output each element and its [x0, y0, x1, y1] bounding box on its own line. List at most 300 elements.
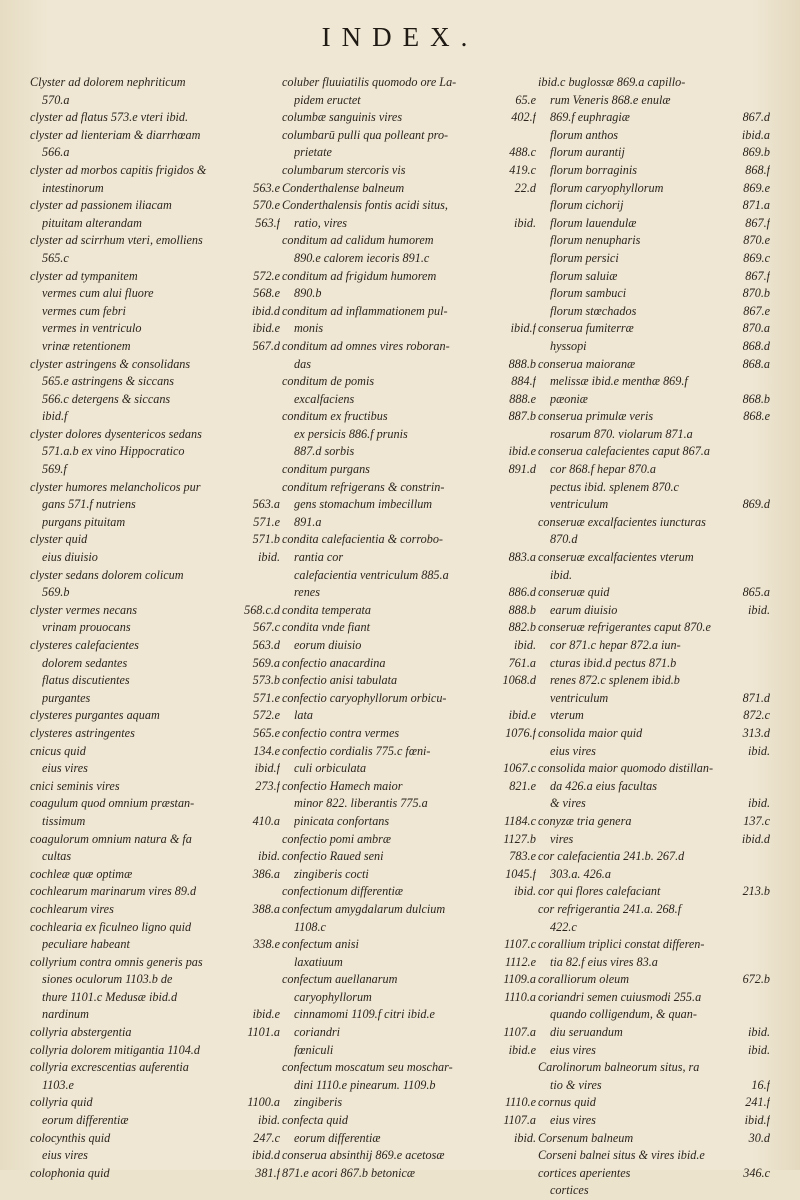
index-entry — [538, 1077, 770, 1095]
index-entry — [282, 760, 536, 778]
index-entry — [538, 971, 770, 989]
entry-page-ref: 563.e — [253, 180, 280, 195]
entry-page-ref: 867.e — [743, 303, 770, 318]
entry-text: conditum ex fructibus — [282, 409, 388, 424]
entry-page-ref: 1067.c — [503, 761, 536, 776]
index-entry — [30, 74, 280, 92]
entry-text: intestinorum — [42, 180, 104, 195]
index-entry — [282, 619, 536, 637]
entry-page-ref: ibid. — [513, 638, 536, 652]
entry-page-ref: 672.b — [742, 972, 770, 987]
entry-text: conseruæ excalfacientes iuncturas — [538, 514, 706, 529]
index-entry — [282, 426, 536, 444]
entry-page-ref: 872.c — [743, 708, 770, 723]
entry-text: cturas ibid.d pectus 871.b — [550, 655, 677, 670]
entry-page-ref: 1109.a — [503, 972, 536, 987]
entry-page-ref: 572.e — [253, 708, 280, 723]
entry-text: cor qui flores calefaciant — [538, 884, 661, 899]
entry-text: cornus quid — [538, 1095, 596, 1110]
index-entry — [30, 1147, 280, 1165]
entry-text: vermes cum febri — [42, 303, 126, 318]
entry-page-ref: 891.d — [508, 462, 536, 477]
entry-text: clyster quid — [30, 532, 88, 547]
entry-page-ref: 867.f — [745, 268, 770, 283]
entry-text: monis — [294, 321, 324, 336]
entry-page-ref: 868.a — [742, 356, 770, 371]
index-entry — [30, 1130, 280, 1148]
entry-text: clysteres calefacientes — [30, 638, 139, 652]
index-entry — [282, 866, 536, 884]
entry-text: 565.c — [42, 250, 69, 265]
index-entry — [538, 109, 770, 127]
entry-page-ref: ibid. — [747, 1042, 770, 1057]
entry-text: vires — [550, 831, 574, 846]
entry-page-ref: 868.f — [745, 162, 770, 177]
index-entry — [282, 461, 536, 479]
entry-page-ref: 865.a — [742, 585, 770, 600]
entry-text: quando colligendum, & quan- — [550, 1007, 697, 1022]
index-entry — [282, 1024, 536, 1042]
index-entry — [538, 268, 770, 286]
entry-text: & vires — [550, 796, 586, 811]
index-entry — [538, 250, 770, 268]
entry-text: confectum amygdalarum dulcium — [282, 901, 446, 916]
entry-text: pæoniæ — [550, 391, 588, 406]
entry-page-ref: 388.a — [252, 901, 280, 916]
entry-text: florum sambuci — [550, 286, 627, 301]
index-entry — [282, 285, 536, 303]
entry-text: ventriculum — [550, 497, 609, 512]
entry-text: florum caryophyllorum — [550, 180, 664, 195]
index-entry — [282, 707, 536, 725]
index-entry — [30, 408, 280, 426]
entry-page-ref: ibid.f — [510, 321, 536, 336]
index-entry — [30, 268, 280, 286]
index-entry — [538, 1059, 770, 1077]
entry-page-ref: ibid.e — [508, 444, 536, 459]
entry-page-ref: 1110.a — [504, 989, 536, 1004]
entry-text: dini 1110.e pinearum. 1109.b — [294, 1077, 436, 1092]
entry-text: fœniculi — [294, 1042, 334, 1057]
index-entry — [282, 531, 536, 549]
index-entry — [538, 426, 770, 444]
index-entry — [538, 373, 770, 391]
entry-page-ref: 888.b — [508, 602, 536, 617]
entry-text: florum saluiæ — [550, 268, 618, 283]
entry-text: confectio anacardina — [282, 655, 386, 670]
index-entry — [282, 443, 536, 461]
entry-page-ref: 1107.c — [504, 937, 536, 952]
entry-text: confecta quid — [282, 1113, 348, 1128]
entry-page-ref: 887.b — [508, 409, 536, 424]
entry-page-ref: ibid. — [747, 1025, 770, 1040]
entry-page-ref: 213.b — [742, 884, 770, 899]
entry-text: cochlearum marinarum vires 89.d — [30, 884, 197, 899]
entry-text: corallium triplici constat differen- — [538, 937, 705, 952]
index-entry — [538, 74, 770, 92]
entry-text: conditum refrigerans & constrin- — [282, 479, 445, 494]
entry-page-ref: 563.a — [252, 497, 280, 512]
index-entry — [538, 1042, 770, 1060]
index-entry — [538, 1182, 770, 1200]
index-entry — [538, 144, 770, 162]
index-entry — [30, 778, 280, 796]
entry-page-ref: 338.e — [253, 937, 280, 952]
index-entry — [282, 954, 536, 972]
entry-text: conditum de pomis — [282, 374, 375, 389]
index-entry — [538, 743, 770, 761]
index-entry — [30, 232, 280, 250]
entry-page-ref: 1107.a — [503, 1113, 536, 1128]
entry-text: cochlearia ex ficulneo ligno quid — [30, 919, 192, 934]
index-entry — [30, 725, 280, 743]
index-entry — [538, 1130, 770, 1148]
index-entry — [30, 285, 280, 303]
entry-page-ref: 883.a — [508, 550, 536, 565]
entry-page-ref: 868.e — [743, 409, 770, 424]
entry-page-ref: 22.d — [514, 180, 536, 195]
entry-text: clyster ad lienteriam & diarrhœam — [30, 127, 201, 142]
index-entry — [282, 479, 536, 497]
entry-text: 890.b — [294, 286, 322, 301]
index-entry — [282, 144, 536, 162]
entry-page-ref: 568.c.d — [244, 602, 280, 617]
entry-page-ref: 247.c — [253, 1130, 280, 1145]
entry-text: cochleæ quæ optimæ — [30, 866, 133, 881]
entry-page-ref: 867.d — [742, 110, 770, 125]
index-entry — [538, 391, 770, 409]
entry-page-ref: 65.e — [515, 92, 536, 107]
index-entry — [30, 1059, 280, 1077]
entry-text: coagulorum omnium natura & fa — [30, 831, 192, 846]
index-column-3 — [538, 74, 770, 1200]
index-entry — [538, 901, 770, 919]
entry-text: ibid. — [550, 567, 573, 582]
index-entry — [282, 1130, 536, 1148]
index-entry — [30, 743, 280, 761]
index-entry — [30, 461, 280, 479]
index-entry — [282, 1006, 536, 1024]
entry-text: florum persici — [550, 250, 619, 265]
entry-page-ref: 1107.a — [503, 1025, 536, 1040]
index-entry — [538, 1006, 770, 1024]
index-entry — [30, 760, 280, 778]
entry-page-ref: ibid.e — [508, 708, 536, 723]
entry-page-ref: 346.c — [743, 1165, 770, 1180]
index-column-1 — [30, 74, 280, 1182]
entry-text: purgantes — [42, 690, 91, 705]
entry-text: conseruæ excalfacientes vterum — [538, 550, 694, 565]
entry-text: cortices — [550, 1183, 589, 1198]
entry-text: 891.a — [294, 514, 322, 529]
entry-page-ref: ibid. — [513, 215, 536, 230]
entry-text: cor refrigerantia 241.a. 268.f — [538, 901, 682, 916]
entry-page-ref: 867.f — [745, 215, 770, 230]
entry-text: 1103.e — [42, 1077, 74, 1092]
index-entry — [538, 795, 770, 813]
entry-page-ref: 884.f — [511, 374, 536, 389]
index-entry — [282, 672, 536, 690]
entry-text: confectum anisi — [282, 937, 359, 952]
index-entry — [538, 690, 770, 708]
entry-text: eius diuisio — [42, 550, 98, 565]
index-entry — [30, 584, 280, 602]
entry-text: gens stomachum imbecillum — [294, 497, 433, 512]
entry-page-ref: 563.f — [255, 215, 280, 230]
entry-text: columbarum stercoris vis — [282, 162, 406, 177]
index-entry — [282, 92, 536, 110]
index-entry — [282, 971, 536, 989]
index-entry — [282, 162, 536, 180]
index-entry — [282, 901, 536, 919]
entry-text: rum Veneris 868.e enulæ — [550, 92, 671, 107]
entry-text: lata — [294, 708, 313, 723]
entry-text: clyster ad morbos capitis frigidos & — [30, 162, 207, 177]
entry-page-ref: 886.d — [508, 585, 536, 600]
index-entry — [30, 127, 280, 145]
entry-text: renes 872.c splenem ibid.b — [550, 673, 680, 688]
index-entry — [30, 1077, 280, 1095]
entry-text: clyster ad passionem iliacam — [30, 198, 172, 213]
entry-text: caryophyllorum — [294, 989, 372, 1004]
entry-text: florum nenupharis — [550, 233, 641, 248]
entry-page-ref: 273.f — [255, 778, 280, 793]
index-entry — [30, 901, 280, 919]
entry-page-ref: 134.e — [253, 743, 280, 758]
index-entry — [282, 1059, 536, 1077]
index-entry — [538, 215, 770, 233]
entry-text: dolorem sedantes — [42, 655, 128, 670]
entry-text: Clyster ad dolorem nephriticum — [30, 75, 186, 89]
entry-page-ref: 16.f — [751, 1077, 770, 1092]
entry-text: Conderthalense balneum — [282, 180, 405, 195]
entry-text: 569.b — [42, 585, 70, 600]
entry-text: 566.a — [42, 145, 70, 160]
index-entry — [282, 109, 536, 127]
entry-text: confectio cordialis 775.c fœni- — [282, 743, 431, 758]
entry-text: conditum ad inflammationem pul- — [282, 303, 448, 318]
entry-text: clyster ad flatus 573.e vteri ibid. — [30, 110, 189, 125]
entry-page-ref: ibid. — [747, 743, 770, 758]
entry-page-ref: 573.b — [252, 673, 280, 688]
index-entry — [538, 707, 770, 725]
index-entry — [282, 408, 536, 426]
entry-text: cor 868.f hepar 870.a — [550, 462, 656, 477]
entry-text: coriandri — [294, 1025, 341, 1040]
entry-page-ref: ibid. — [747, 796, 770, 811]
index-entry — [30, 250, 280, 268]
index-entry — [30, 479, 280, 497]
entry-page-ref: 570.e — [253, 198, 280, 213]
entry-page-ref: ibid. — [257, 849, 280, 864]
entry-text: earum diuisio — [550, 602, 618, 617]
index-entry — [282, 637, 536, 655]
entry-text: confectio anisi tabulata — [282, 673, 398, 688]
index-entry — [30, 655, 280, 673]
entry-page-ref: 488.c — [509, 145, 536, 160]
entry-page-ref: ibid.d — [251, 303, 280, 318]
entry-text: conditum purgans — [282, 462, 370, 477]
index-entry — [538, 1024, 770, 1042]
index-entry — [282, 848, 536, 866]
entry-text: da 426.a eius facultas — [550, 778, 657, 793]
entry-page-ref: 888.e — [509, 391, 536, 406]
index-entry — [538, 180, 770, 198]
entry-text: Corseni balnei situs & vires ibid.e — [538, 1148, 705, 1163]
entry-text: coagulum quod omnium præstan- — [30, 796, 195, 811]
index-entry — [538, 954, 770, 972]
index-entry — [538, 303, 770, 321]
entry-page-ref: 419.c — [509, 162, 536, 177]
index-entry — [30, 109, 280, 127]
entry-text: laxatiuum — [294, 954, 343, 969]
entry-text: florum cichorij — [550, 198, 624, 213]
entry-text: calefacientia ventriculum 885.a — [294, 567, 449, 582]
entry-text: cortices aperientes — [538, 1165, 631, 1180]
entry-text: melissæ ibid.e menthæ 869.f — [550, 374, 688, 389]
entry-text: columbæ sanguinis vires — [282, 110, 403, 125]
index-entry — [538, 1094, 770, 1112]
entry-text: siones oculorum 1103.b de — [42, 972, 173, 987]
entry-text: prietate — [294, 145, 332, 160]
index-entry — [282, 215, 536, 233]
entry-text: condita temperata — [282, 602, 372, 617]
entry-page-ref: ibid.f — [254, 761, 280, 776]
entry-text: conserua maioranæ — [538, 356, 636, 371]
entry-text: Corsenum balneum — [538, 1130, 634, 1145]
index-entry — [538, 778, 770, 796]
entry-text: clysteres purgantes aquam — [30, 708, 160, 723]
entry-text: clyster ad scirrhum vteri, emolliens — [30, 233, 203, 248]
entry-text: hyssopi — [550, 338, 587, 353]
entry-page-ref: 869.e — [743, 180, 770, 195]
entry-text: conserua fumiterræ — [538, 321, 634, 336]
entry-text: das — [294, 356, 311, 371]
entry-page-ref: 1068.d — [502, 673, 536, 688]
entry-page-ref: ibid.d — [251, 1148, 280, 1163]
index-entry — [538, 567, 770, 585]
entry-page-ref: 821.e — [509, 778, 536, 793]
entry-page-ref: 882.b — [508, 620, 536, 635]
entry-text: coralliorum oleum — [538, 972, 630, 987]
index-entry — [282, 549, 536, 567]
entry-text: vrinam prouocans — [42, 620, 131, 635]
entry-page-ref: 869.c — [743, 250, 770, 265]
entry-text: excalfaciens — [294, 391, 355, 406]
entry-text: pituitam alterandam — [42, 215, 142, 230]
entry-text: purgans pituitam — [42, 514, 126, 529]
index-entry — [538, 1165, 770, 1183]
entry-text: collyria dolorem mitigantia 1104.d — [30, 1042, 200, 1057]
index-entry — [538, 531, 770, 549]
index-entry — [30, 813, 280, 831]
entry-text: confectio Raued seni — [282, 849, 384, 864]
entry-page-ref: 1045.f — [505, 866, 536, 881]
index-entry — [30, 443, 280, 461]
index-entry — [538, 461, 770, 479]
entry-text: florum borraginis — [550, 162, 638, 177]
entry-text: vrinæ retentionem — [42, 338, 131, 353]
entry-text: thure 1101.c Medusæ ibid.d — [42, 989, 178, 1004]
index-entry — [30, 320, 280, 338]
entry-text: clyster astringens & consolidans — [30, 356, 191, 371]
index-entry — [538, 831, 770, 849]
entry-text: collyria quid — [30, 1095, 93, 1110]
entry-text: cinnamomi 1109.f citri ibid.e — [294, 1007, 435, 1022]
index-entry — [282, 373, 536, 391]
index-column-2 — [282, 74, 536, 1182]
index-entry — [538, 602, 770, 620]
index-entry — [282, 1147, 536, 1165]
entry-page-ref: 381.f — [255, 1165, 280, 1180]
entry-text: pectus ibid. splenem 870.c — [550, 479, 679, 494]
index-entry — [30, 391, 280, 409]
entry-text: clyster sedans dolorem colicum — [30, 567, 184, 582]
entry-page-ref: 869.b — [742, 145, 770, 160]
entry-page-ref: 870.b — [742, 286, 770, 301]
index-entry — [282, 250, 536, 268]
index-entry — [30, 1112, 280, 1130]
entry-page-ref: 783.e — [509, 849, 536, 864]
index-entry — [30, 795, 280, 813]
entry-page-ref: 868.d — [742, 338, 770, 353]
index-entry — [282, 813, 536, 831]
index-entry — [30, 971, 280, 989]
entry-page-ref: 571.e — [253, 690, 280, 705]
index-entry — [30, 1042, 280, 1060]
entry-text: 870.d — [550, 532, 578, 547]
entry-text: diu seruandum — [550, 1025, 623, 1040]
page-header: INDEX. — [321, 22, 479, 52]
index-entry — [282, 180, 536, 198]
entry-text: ibid.f — [42, 409, 68, 424]
index-entry — [30, 1094, 280, 1112]
entry-page-ref: 1127.b — [503, 831, 536, 846]
index-entry — [538, 338, 770, 356]
index-entry — [538, 725, 770, 743]
index-entry — [282, 496, 536, 514]
entry-text: confectum auellanarum — [282, 972, 398, 987]
entry-text: coluber fluuiatilis quomodo ore La- — [282, 75, 457, 89]
entry-page-ref: 386.a — [252, 866, 280, 881]
index-entry — [538, 848, 770, 866]
entry-page-ref: 410.a — [252, 813, 280, 828]
index-entry — [30, 866, 280, 884]
index-entry — [282, 883, 536, 901]
index-entry — [538, 1147, 770, 1165]
entry-text: eius vires — [550, 1113, 596, 1128]
entry-text: clyster ad tympanitem — [30, 268, 138, 283]
entry-page-ref: ibid. — [257, 1113, 280, 1128]
entry-text: zingiberis cocti — [294, 866, 369, 881]
index-entry — [30, 619, 280, 637]
index-entry — [282, 584, 536, 602]
index-entry — [538, 760, 770, 778]
entry-text: 303.a. 426.a — [550, 866, 611, 881]
entry-text: vterum — [550, 708, 584, 723]
entry-text: 566.c detergens & siccans — [42, 391, 171, 406]
index-entry — [282, 74, 536, 92]
entry-text: conserua calefacientes caput 867.a — [538, 444, 710, 459]
entry-page-ref: 572.e — [253, 268, 280, 283]
index-entry — [30, 602, 280, 620]
entry-text: tissimum — [42, 813, 86, 828]
entry-text: Carolinorum balneorum situs, ra — [538, 1060, 700, 1075]
index-entry — [30, 954, 280, 972]
entry-text: eius vires — [550, 1042, 596, 1057]
index-entry — [282, 1094, 536, 1112]
index-entry — [30, 549, 280, 567]
